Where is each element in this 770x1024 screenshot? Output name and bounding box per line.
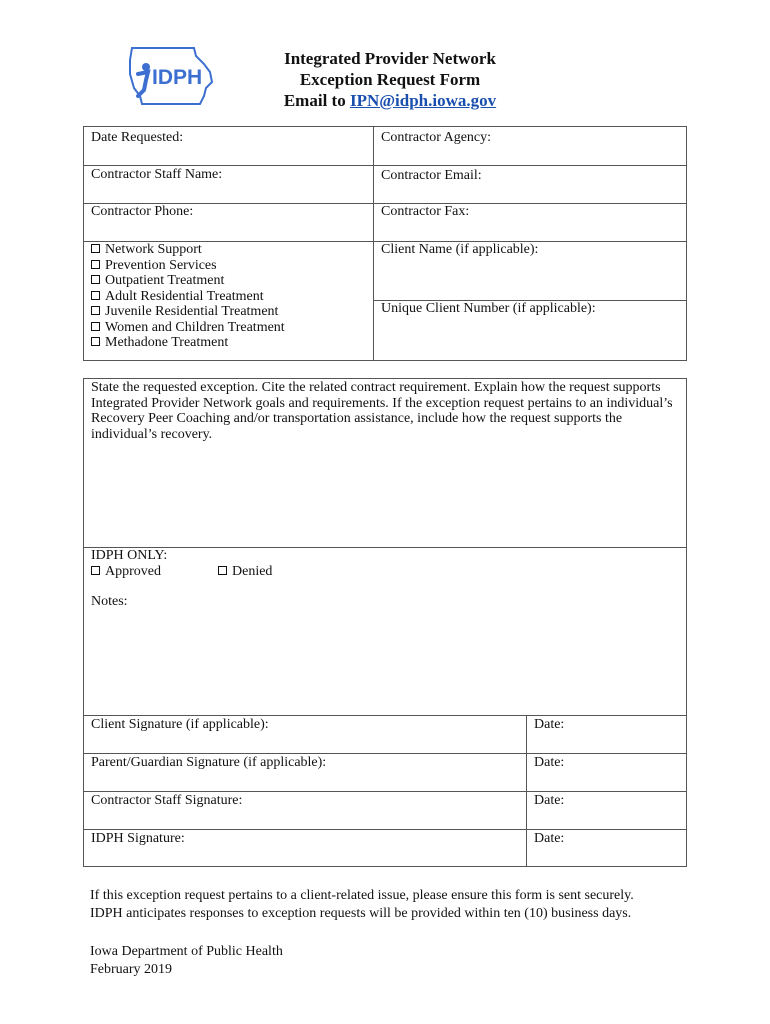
service-option-outpatient-treatment[interactable] [91, 273, 366, 289]
option-label: Outpatient Treatment [105, 273, 225, 288]
denied-option[interactable] [218, 564, 272, 580]
decision-options [91, 564, 679, 582]
staff-signature-date[interactable]: Date: [534, 793, 565, 808]
contractor-agency-field[interactable]: Contractor Agency: [381, 130, 492, 145]
idph-only-label: IDPH ONLY: [91, 548, 168, 563]
checkbox[interactable] [91, 275, 100, 284]
unique-client-number-field[interactable]: Unique Client Number (if applicable): [381, 301, 596, 316]
approved-label: Approved [105, 564, 161, 579]
option-label: Adult Residential Treatment [105, 288, 264, 304]
form-date: February 2019 [90, 962, 173, 977]
footer-notes [90, 887, 634, 923]
exception-description-field[interactable]: State the requested exception. Cite the related contract requirement. Explain how the request supports Integrated Provider Network goals and requirements. If the exception request pertains to an individual’s Recovery Peer Coaching and/or transportation assistance, include how the request supports the individual’s recovery. [91, 380, 673, 442]
contractor-phone-field[interactable]: Contractor Phone: [91, 204, 194, 219]
contractor-staff-name-field[interactable]: Contractor Staff Name: [91, 167, 223, 182]
client-signature-date[interactable]: Date: [534, 717, 565, 732]
checkbox[interactable] [91, 566, 100, 575]
contractor-email-field[interactable]: Contractor Email: [381, 168, 482, 183]
approved-option[interactable] [91, 564, 161, 580]
date-requested-field[interactable]: Date Requested: [91, 130, 184, 145]
checkbox[interactable] [91, 322, 100, 331]
option-label: Prevention Services [105, 257, 217, 273]
email-prefix: Email to [283, 91, 350, 110]
service-option-women-children[interactable] [91, 320, 366, 336]
idph-signature-date[interactable]: Date: [534, 831, 565, 846]
contractor-fax-field[interactable]: Contractor Fax: [381, 204, 470, 219]
checkbox[interactable] [91, 244, 100, 253]
checkbox[interactable] [91, 291, 100, 300]
header-email-line [240, 90, 540, 111]
option-label: Women and Children Treatment [105, 319, 285, 335]
idph-only-section [84, 548, 686, 715]
org-name: Iowa Department of Public Health [90, 944, 283, 959]
service-option-adult-residential[interactable] [91, 289, 366, 305]
service-option-juvenile-residential[interactable] [91, 304, 366, 320]
guardian-signature-field[interactable]: Parent/Guardian Signature (if applicable): [91, 755, 327, 770]
service-option-network-support[interactable] [91, 242, 366, 258]
idph-logo [124, 44, 216, 108]
header-title: Integrated Provider Network [284, 49, 496, 68]
request-info-table [83, 126, 687, 361]
guardian-signature-date[interactable]: Date: [534, 755, 565, 770]
denied-label: Denied [232, 564, 273, 579]
service-checklist [84, 242, 373, 360]
idph-signature-field[interactable]: IDPH Signature: [91, 831, 185, 846]
option-label: Methadone Treatment [105, 335, 229, 350]
checkbox[interactable] [91, 337, 100, 346]
exception-table [83, 378, 687, 867]
secure-send-note: If this exception request pertains to a client-related issue, please ensure this form is sent securely. [90, 888, 634, 903]
staff-signature-field[interactable]: Contractor Staff Signature: [91, 793, 243, 808]
footer-org-info [90, 943, 283, 979]
response-time-note: IDPH anticipates responses to exception requests will be provided within ten (10) business days. [90, 906, 632, 921]
client-name-field[interactable]: Client Name (if applicable): [381, 242, 539, 257]
client-signature-field[interactable]: Client Signature (if applicable): [91, 717, 269, 732]
checkbox[interactable] [218, 566, 227, 575]
option-label: Juvenile Residential Treatment [105, 304, 279, 319]
service-option-methadone[interactable] [91, 335, 366, 351]
header-subtitle: Exception Request Form [299, 70, 481, 89]
logo-text: IDPH [152, 66, 203, 89]
notes-label: Notes: [91, 594, 128, 609]
form-header [240, 48, 540, 111]
service-option-prevention-services[interactable] [91, 258, 366, 274]
checkbox[interactable] [91, 306, 100, 315]
checkbox[interactable] [91, 260, 100, 269]
email-link[interactable]: IPN@idph.iowa.gov [349, 91, 497, 110]
option-label: Network Support [105, 242, 202, 257]
